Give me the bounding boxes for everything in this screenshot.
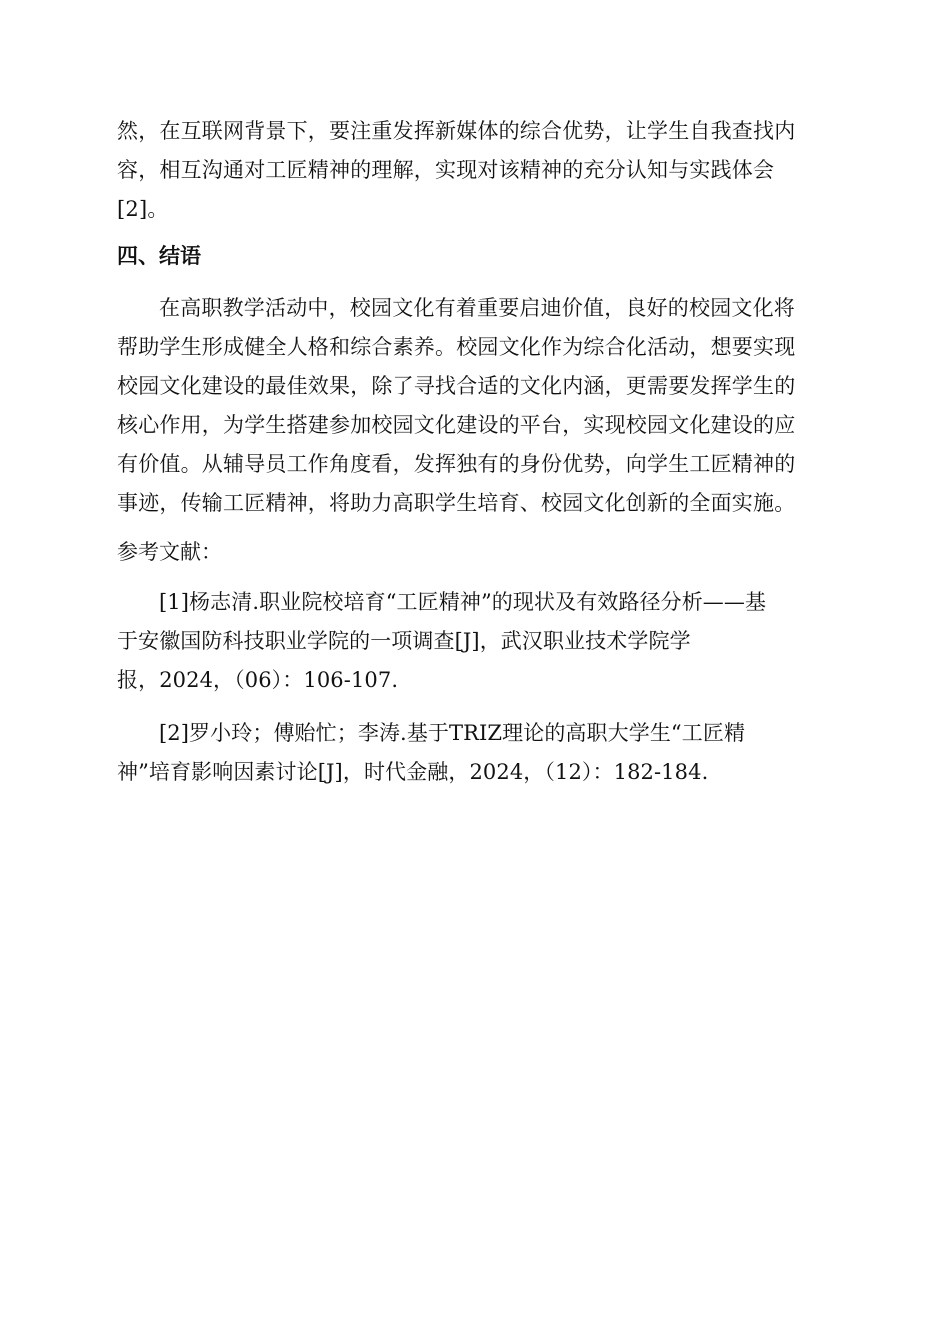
- text-line: 报，2024，（06）：106-107.: [117, 668, 399, 692]
- text-line: 事迹，传输工匠精神，将助力高职学生培育、校园文化创新的全面实施。: [117, 491, 796, 515]
- text-line: 于安徽国防科技职业学院的一项调查[J]，武汉职业技术学院学: [117, 629, 691, 653]
- text-line: 校园文化建设的最佳效果，除了寻找合适的文化内涵，更需要发挥学生的: [117, 374, 796, 398]
- text-line: 然，在互联网背景下，要注重发挥新媒体的综合优势，让学生自我查找内: [117, 119, 796, 143]
- document-page: [117, 112, 835, 806]
- text-line: 神”培育影响因素讨论[J]，时代金融，2024，（12）：182-184.: [117, 760, 709, 784]
- intro-paragraph: [117, 112, 835, 229]
- section-heading: 四、结语: [117, 244, 201, 268]
- text-line: 在高职教学活动中，校园文化有着重要启迪价值，良好的校园文化将: [159, 296, 795, 320]
- references-title: 参考文献：: [117, 540, 222, 564]
- text-line: [2]。: [117, 197, 169, 221]
- text-line: 帮助学生形成健全人格和综合素养。校园文化作为综合化活动，想要实现: [117, 335, 796, 359]
- text-line: 核心作用，为学生搭建参加校园文化建设的平台，实现校园文化建设的应: [117, 413, 796, 437]
- text-line: [1]杨志清.职业院校培育“工匠精神”的现状及有效路径分析——基: [159, 590, 767, 614]
- text-line: 有价值。从辅导员工作角度看，发挥独有的身份优势，向学生工匠精神的: [117, 452, 796, 476]
- reference-item-1: [117, 583, 835, 700]
- text-line: [2]罗小玲；傅贻忙；李涛.基于TRIZ理论的高职大学生“工匠精: [159, 721, 746, 745]
- text-line: 容，相互沟通对工匠精神的理解，实现对该精神的充分认知与实践体会: [117, 158, 775, 182]
- conclusion-paragraph: [117, 289, 835, 523]
- reference-item-2: [117, 714, 835, 792]
